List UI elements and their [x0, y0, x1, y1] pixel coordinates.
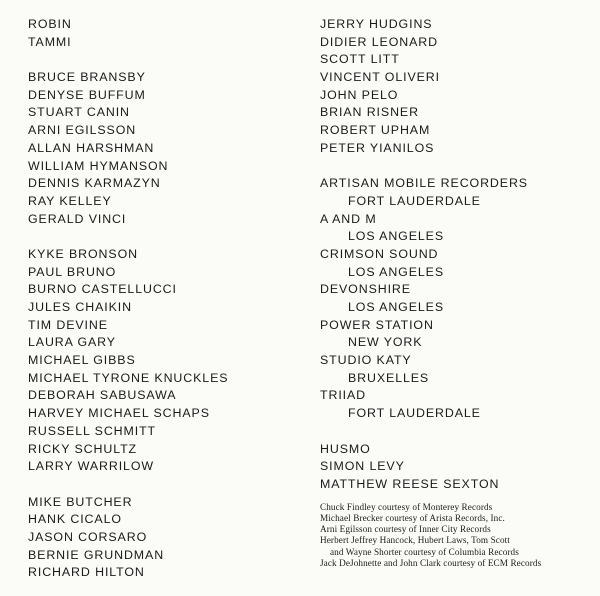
credit-name: RICHARD HILTON	[28, 565, 145, 580]
credit-name: DENNIS KARMAZYN	[28, 176, 161, 191]
studio-name: ARTISAN MOBILE RECORDERS	[320, 176, 528, 191]
courtesy-line: and Wayne Shorter courtesy of Columbia Records	[330, 546, 519, 557]
spacer	[320, 158, 590, 176]
credit-name: RICKY SCHULTZ	[28, 441, 138, 456]
credit-name: BRUCE BRANSBY	[28, 70, 146, 85]
credit-name: MICHAEL GIBBS	[28, 353, 136, 368]
credit-name: TAMMI	[28, 34, 72, 49]
studio-name: POWER STATION	[320, 317, 434, 332]
studio-name: A AND M	[320, 211, 377, 226]
studio-name: STUDIO KATY	[320, 353, 412, 368]
credit-name: SCOTT LITT	[320, 52, 400, 67]
credit-name: BRIAN RISNER	[320, 105, 419, 120]
credit-name: MATTHEW REESE SEXTON	[320, 476, 500, 491]
credit-name: ALLAN HARSHMAN	[28, 140, 155, 155]
credit-name: GERALD VINCI	[28, 211, 127, 226]
studio-name: CRIMSON SOUND	[320, 246, 439, 261]
spacer	[28, 476, 298, 494]
credit-name: WILLIAM HYMANSON	[28, 158, 169, 173]
studio-city: FORT LAUDERDALE	[348, 406, 481, 421]
right-column	[320, 16, 590, 569]
left-column	[28, 16, 298, 582]
courtesy-line: Herbert Jeffrey Hancock, Hubert Laws, Tom Scott	[320, 535, 510, 546]
studio-city: LOS ANGELES	[348, 264, 444, 279]
credit-name: RAY KELLEY	[28, 193, 112, 208]
credit-name: ARNI EGILSSON	[28, 123, 137, 138]
credit-name: STUART CANIN	[28, 105, 130, 120]
studio-city: NEW YORK	[348, 335, 423, 350]
spacer	[320, 423, 590, 441]
credit-name: PAUL BRUNO	[28, 264, 117, 279]
credit-name: LARRY WARRILOW	[28, 459, 154, 474]
credit-name: JULES CHAIKIN	[28, 300, 132, 314]
courtesy-line: Michael Brecker courtesy of Arista Records, Inc.	[320, 512, 505, 523]
credit-name: HANK CICALO	[28, 512, 122, 527]
credit-name: MICHAEL TYRONE KNUCKLES	[28, 370, 229, 385]
credit-name: ROBIN	[28, 17, 72, 31]
courtesy-line: Jack DeJohnette and John Clark courtesy of ECM Records	[320, 558, 542, 569]
courtesy-notes	[320, 502, 590, 570]
credit-name: DIDIER LEONARD	[320, 34, 438, 49]
spacer	[28, 228, 298, 246]
studio-city: FORT LAUDERDALE	[348, 193, 481, 208]
credit-name: SIMON LEVY	[320, 459, 405, 474]
courtesy-line: Chuck Findley courtesy of Monterey Records	[320, 501, 493, 512]
studio-city: LOS ANGELES	[348, 229, 444, 244]
credit-name: HUSMO	[320, 441, 371, 456]
credit-name: ROBERT UPHAM	[320, 123, 431, 138]
studio-name: DEVONSHIRE	[320, 282, 411, 297]
courtesy-line: Arni Egilsson courtesy of Inner City Records	[320, 524, 491, 535]
credit-name: BURNO CASTELLUCCI	[28, 282, 177, 297]
credit-name: HARVEY MICHAEL SCHAPS	[28, 406, 210, 421]
credit-name: DENYSE BUFFUM	[28, 87, 146, 102]
studio-city: LOS ANGELES	[348, 300, 444, 314]
credit-name: LAURA GARY	[28, 335, 116, 350]
credit-name: JASON CORSARO	[28, 529, 148, 544]
studio-city: BRUXELLES	[348, 370, 430, 385]
credit-name: VINCENT OLIVERI	[320, 70, 440, 85]
studio-name: TRIIAD	[320, 388, 367, 403]
credit-name: DEBORAH SABUSAWA	[28, 388, 177, 403]
credit-name: KYKE BRONSON	[28, 246, 138, 261]
credit-name: BERNIE GRUNDMAN	[28, 547, 165, 562]
credit-name: JERRY HUDGINS	[320, 17, 433, 31]
spacer	[28, 51, 298, 69]
credit-name: PETER YIANILOS	[320, 140, 435, 155]
credit-name: TIM DEVINE	[28, 317, 108, 332]
credit-name: JOHN PELO	[320, 87, 399, 102]
credit-name: RUSSELL SCHMITT	[28, 423, 157, 438]
credit-name: MIKE BUTCHER	[28, 494, 133, 509]
